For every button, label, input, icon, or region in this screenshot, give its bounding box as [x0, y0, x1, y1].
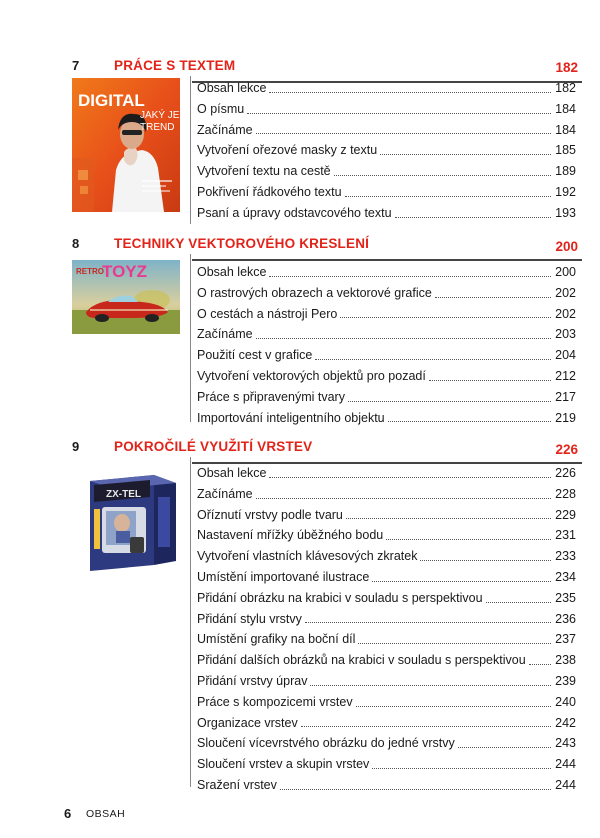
toc-entry[interactable]: Použití cest v grafice 204	[197, 348, 576, 363]
cover-subtitle-2: TREND	[140, 122, 175, 133]
chapter-title[interactable]: TECHNIKY VEKTOROVÉHO KRESLENÍ	[114, 236, 370, 251]
toc-entry[interactable]: Přidání obrázku na krabici v souladu s perspektivou 235	[197, 590, 576, 605]
toc-entry[interactable]: Sražení vrstev 244	[197, 777, 576, 792]
cover-subtitle-1: JAKÝ JE	[140, 110, 180, 121]
cover-title: DIGITAL	[78, 91, 145, 110]
toc-entry[interactable]: Vytvoření vektorových objektů pro pozadí 212	[197, 368, 576, 383]
toc-entry[interactable]: Obsah lekce 226	[197, 466, 576, 480]
zx-tel-box-image	[72, 467, 182, 577]
toc-entry[interactable]: Obsah lekce 182	[197, 81, 576, 95]
retro-toyz-image	[72, 260, 180, 334]
chapter-7	[0, 58, 600, 228]
toc-entry[interactable]: Obsah lekce 200	[197, 265, 576, 279]
toc-entry[interactable]: Psaní a úpravy odstavcového textu 193	[197, 205, 576, 220]
footer-label: OBSAH	[86, 808, 126, 820]
toc-entry[interactable]: Vytvoření ořezové masky z textu 185	[197, 143, 576, 158]
chapter-rule	[192, 259, 582, 261]
toc-entry[interactable]: Přidání vrstvy úprav 239	[197, 673, 576, 688]
zx-tel-label: ZX-TEL	[106, 489, 141, 500]
chapter-title[interactable]: POKROČILÉ VYUŽITÍ VRSTEV	[114, 439, 313, 454]
toc-entry[interactable]: O rastrových obrazech a vektorové grafice 202	[197, 285, 576, 300]
toc-entry[interactable]: Začínáme 184	[197, 122, 576, 137]
retro-label: RETRO	[76, 267, 104, 276]
chapter-number: 9	[72, 439, 80, 454]
toc-entry[interactable]: O písmu 184	[197, 101, 576, 116]
toc-entry[interactable]: Pokřivení řádkového textu 192	[197, 184, 576, 199]
toc-entry[interactable]: Vytvoření textu na cestě 189	[197, 164, 576, 179]
chapter-number: 7	[72, 58, 80, 73]
toc-entry[interactable]: Začínáme 203	[197, 327, 576, 342]
chapter-thumbnail-zx-tel	[72, 467, 182, 577]
toc-entry[interactable]: Začínáme 228	[197, 486, 576, 501]
toc-entry[interactable]: Organizace vrstev 242	[197, 715, 576, 730]
toc-entry[interactable]: Nastavení mřížky úběžného bodu 231	[197, 528, 576, 543]
entry-list	[197, 262, 576, 428]
chapter-9	[0, 439, 600, 792]
toyz-label: TOYZ	[102, 262, 148, 281]
toc-entry[interactable]: Přidání stylu vrstvy 236	[197, 611, 576, 626]
toc-entry[interactable]: Oříznutí vrstvy podle tvaru 229	[197, 507, 576, 522]
toc-entry[interactable]: Umístění grafiky na boční díl 237	[197, 632, 576, 647]
chapter-title[interactable]: PRÁCE S TEXTEM	[114, 58, 236, 73]
toc-entry[interactable]: Sloučení vrstev a skupin vrstev 244	[197, 757, 576, 772]
toc-entry[interactable]: O cestách a nástroji Pero 202	[197, 306, 576, 321]
chapter-thumbnail-retro-toyz	[72, 260, 180, 334]
toc-entry[interactable]: Importování inteligentního objektu 219	[197, 410, 576, 425]
chapter-divider	[190, 254, 191, 422]
digital-cover-image	[72, 78, 180, 212]
toc-entry[interactable]: Práce s kompozicemi vrstev 240	[197, 694, 576, 709]
chapter-number: 8	[72, 236, 80, 251]
entry-list	[197, 463, 576, 796]
chapter-page[interactable]: 200	[555, 239, 578, 254]
chapter-page[interactable]: 226	[555, 442, 578, 457]
entry-list	[197, 78, 576, 224]
toc-entry[interactable]: Přidání dalších obrázků na krabici v souladu s perspektivou 238	[197, 653, 576, 668]
toc-entry[interactable]: Vytvoření vlastních klávesových zkratek 233	[197, 549, 576, 564]
chapter-divider	[190, 76, 191, 224]
page-number: 6	[64, 806, 72, 821]
toc-entry[interactable]: Umístění importované ilustrace 234	[197, 569, 576, 584]
chapter-page[interactable]: 182	[555, 60, 578, 75]
toc-entry[interactable]: Sloučení vícevrstvého obrázku do jedné vrstvy 243	[197, 736, 576, 751]
chapter-thumbnail-digital	[72, 78, 180, 212]
chapter-divider	[190, 457, 191, 787]
toc-entry[interactable]: Práce s připravenými tvary 217	[197, 389, 576, 404]
chapter-8	[0, 236, 600, 426]
